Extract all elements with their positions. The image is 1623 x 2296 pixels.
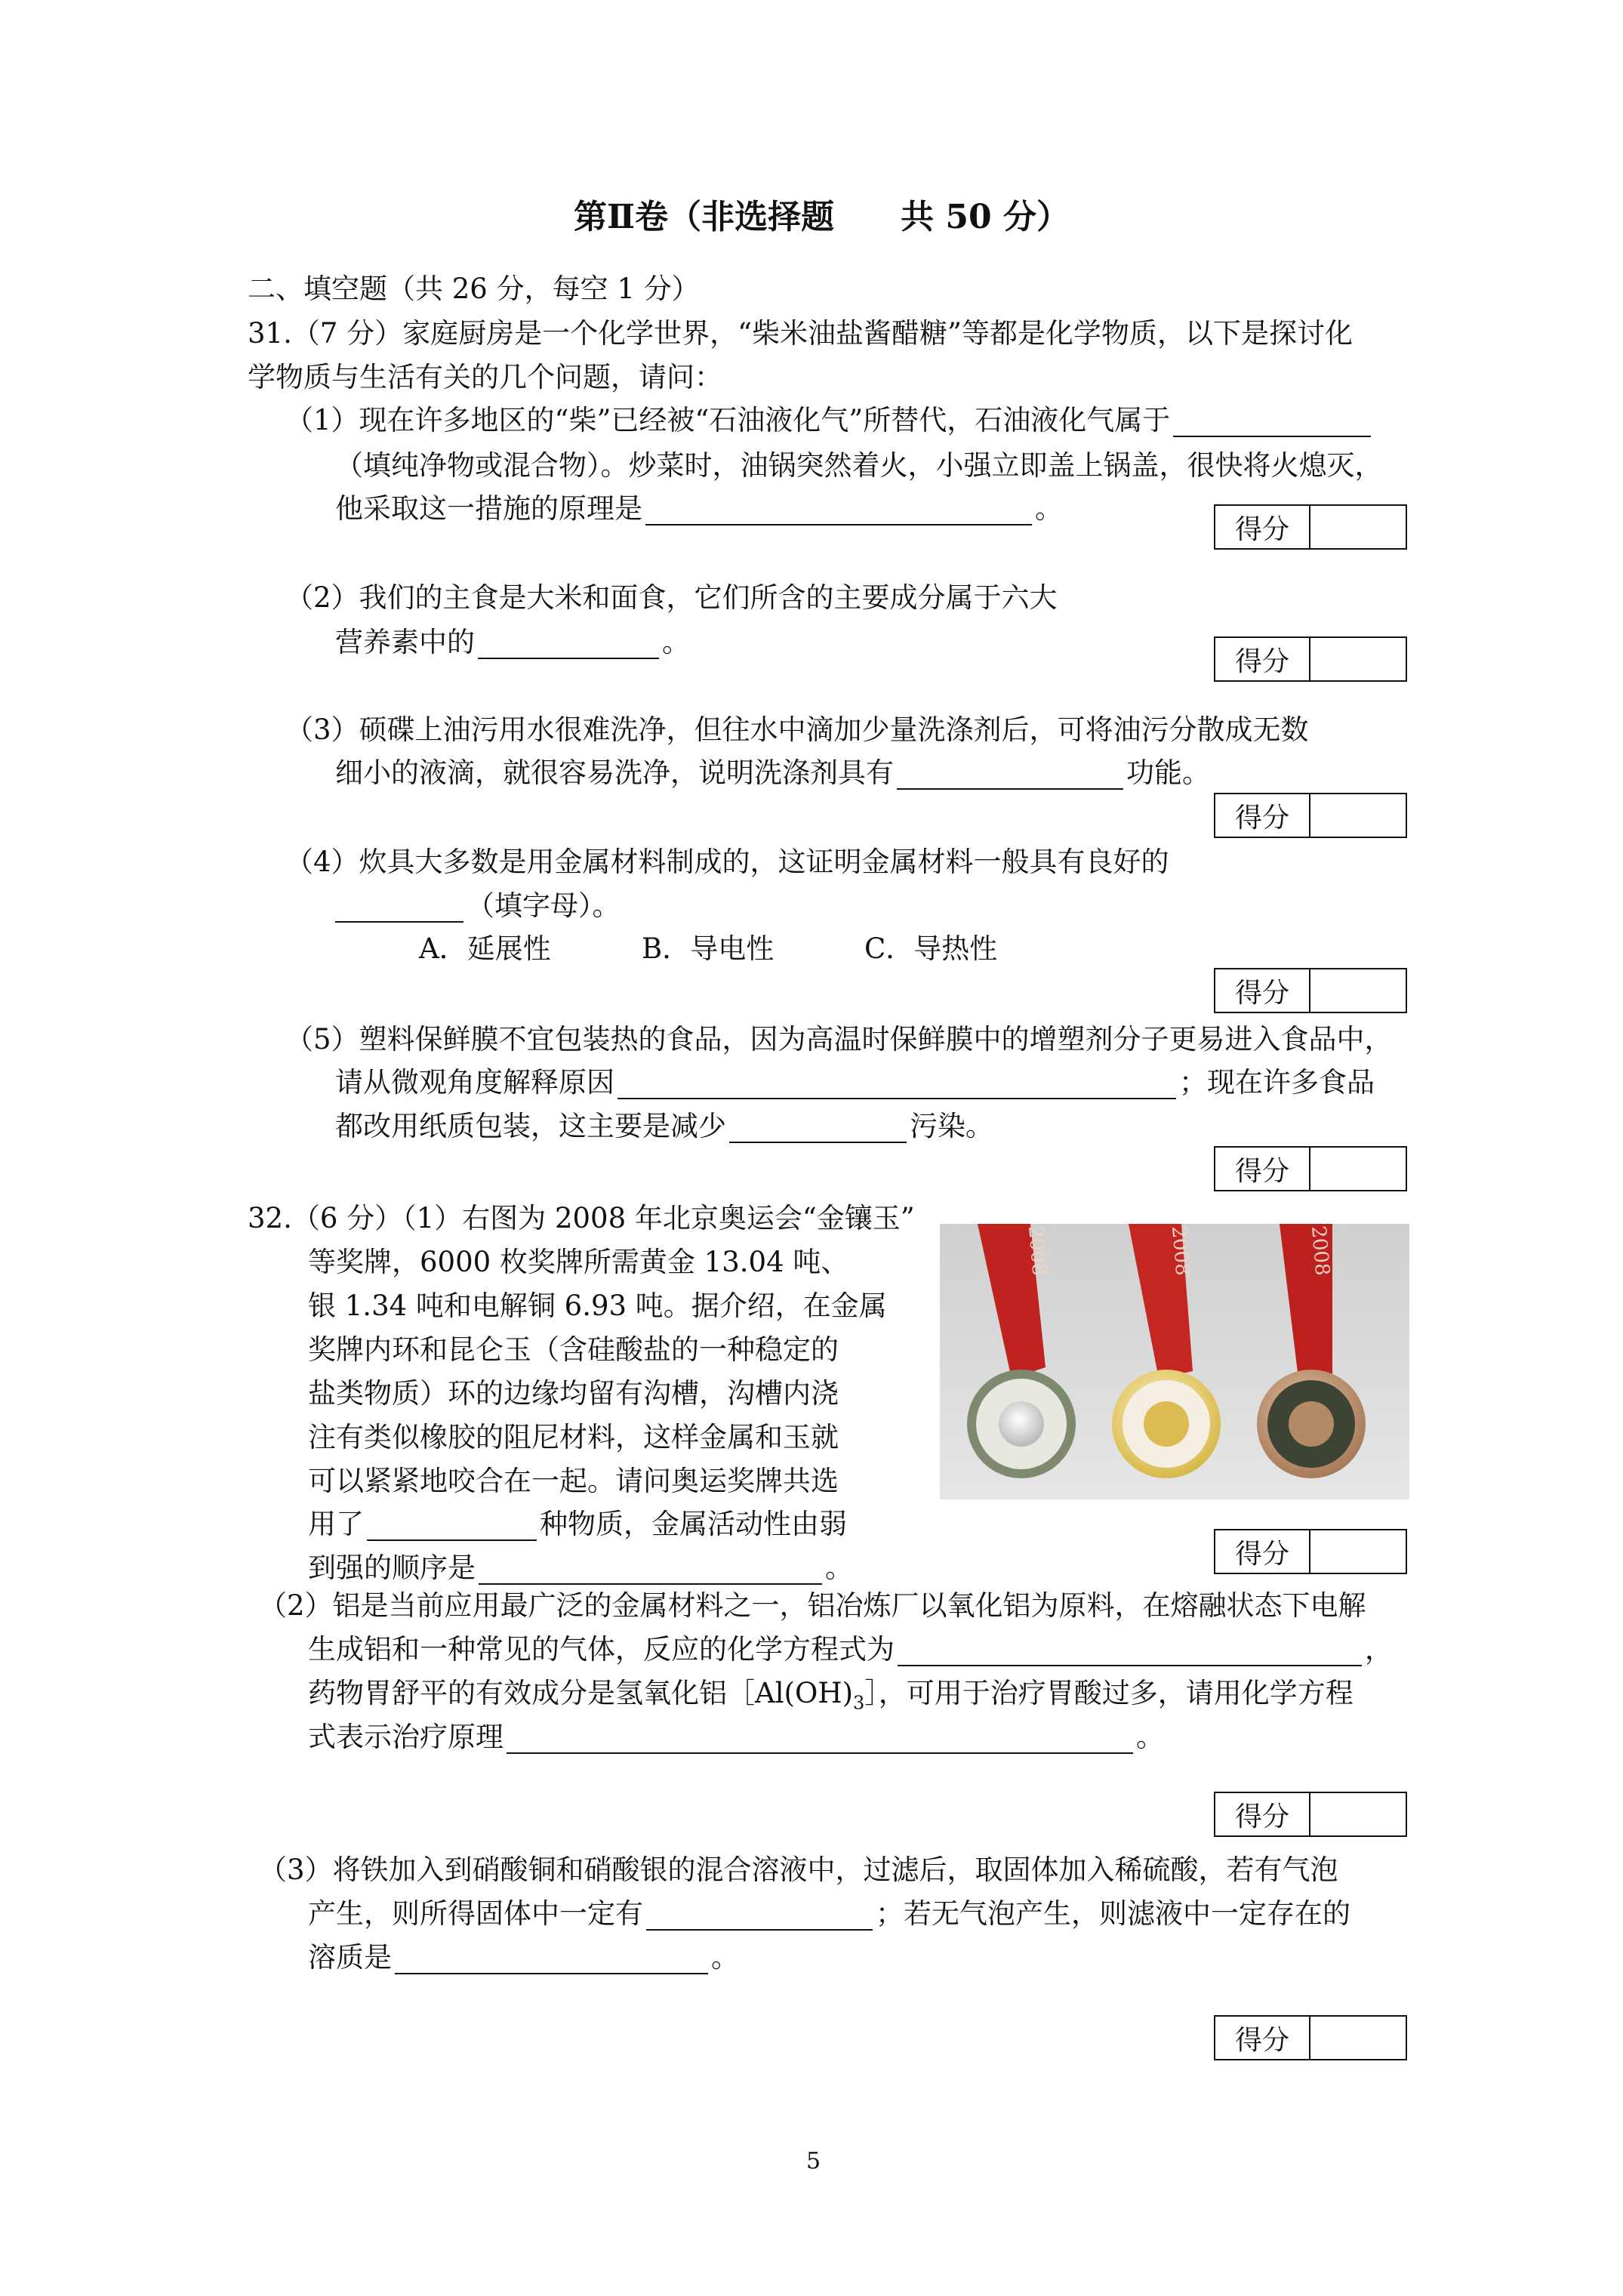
answer-blank[interactable] — [479, 1555, 822, 1585]
q31-part3-line2: 细小的液滴，就很容易洗净，说明洗涤剂具有 功能。 — [335, 757, 1210, 789]
score-field[interactable] — [1310, 794, 1406, 837]
ribbon-text-2: 2008 — [1166, 1225, 1194, 1277]
q31-option-c: C．导热性 — [864, 932, 998, 965]
section-heading: 二、填空题（共 26 分，每空 1 分） — [248, 273, 700, 305]
q31-part1-line1: （1）现在许多地区的“柴”已经被“石油液化气”所替代，石油液化气属于 — [285, 404, 1374, 437]
page-title: 第Ⅱ卷（非选择题 共 50 分） — [574, 198, 1070, 236]
answer-blank[interactable] — [478, 629, 659, 659]
q32-line6: 注有类似橡胶的阻尼材料，这样金属和玉就 — [308, 1421, 839, 1453]
q32-line1: 32.（6 分）（1）右图为 2008 年北京奥运会“金镶玉” — [248, 1202, 915, 1234]
score-field[interactable] — [1310, 1530, 1406, 1573]
score-box — [1214, 504, 1407, 550]
answer-blank[interactable] — [645, 495, 1032, 525]
score-field[interactable] — [1310, 2017, 1406, 2059]
q31-stem-line1: 31.（7 分）家庭厨房是一个化学世界，“柴米油盐酱醋糖”等都是化学物质，以下是探讨化 — [248, 317, 1353, 350]
q32-line3: 银 1.34 吨和电解铜 6.93 吨。据介绍，在金属 — [308, 1290, 887, 1322]
q32-part2-line3: 药物胃舒平的有效成分是氢氧化铝$[Al(OH)_3]$，可用于治疗胃酸过多，请用化学方程 — [308, 1677, 1354, 1714]
q32-line9: 到强的顺序是 。 — [308, 1552, 853, 1584]
q31-part5-line3: 都改用纸质包装，这主要是减少 污染。 — [335, 1110, 993, 1142]
q31-part4-line2: （填字母）。 — [335, 889, 621, 923]
score-label: 得分 — [1215, 2017, 1310, 2059]
q31-part5-line2: 请从微观角度解释原因 ；现在许多食品 — [335, 1066, 1375, 1099]
q31-part4-line1: （4）炊具大多数是用金属材料制成的，这证明金属材料一般具有良好的 — [285, 846, 1169, 878]
q31-part1-line2: （填纯净物或混合物）。炒菜时，油锅突然着火，小强立即盖上锅盖，很快将火熄灭， — [335, 449, 1383, 482]
score-box — [1214, 2015, 1407, 2060]
score-box — [1214, 1146, 1407, 1191]
answer-blank[interactable] — [646, 1900, 873, 1931]
q32-line8: 用了 种物质，金属活动性由弱 — [308, 1508, 847, 1540]
q31-part5-line1: （5）塑料保鲜膜不宜包装热的食品，因为高温时保鲜膜中的增塑剂分子更易进入食品中， — [285, 1023, 1393, 1056]
score-label: 得分 — [1215, 1530, 1310, 1573]
q32-part3-line1: （3）将铁加入到硝酸铜和硝酸银的混合溶液中，过滤后，取固体加入稀硫酸，若有气泡 — [259, 1854, 1338, 1886]
q31-option-a: A．延展性 — [419, 932, 551, 965]
q31-part3-line1: （3）硕碟上油污用水很难洗净，但往水中滴加少量洗涤剂后，可将油污分散成无数 — [285, 713, 1309, 746]
ribbon-text-3: 2008 — [1306, 1225, 1334, 1277]
q32-line2: 等奖牌，6000 枚奖牌所需黄金 13.04 吨、 — [308, 1246, 849, 1278]
score-label: 得分 — [1215, 969, 1310, 1012]
score-label: 得分 — [1215, 1148, 1310, 1190]
q32-line5: 盐类物质）环的边缘均留有沟槽，沟槽内浇 — [308, 1377, 839, 1410]
score-box — [1214, 1792, 1407, 1837]
answer-blank[interactable] — [617, 1069, 1176, 1099]
score-field[interactable] — [1310, 638, 1406, 680]
answer-blank[interactable] — [897, 760, 1123, 790]
score-label: 得分 — [1215, 638, 1310, 680]
answer-blank[interactable] — [335, 892, 463, 923]
score-label: 得分 — [1215, 1793, 1310, 1835]
score-field[interactable] — [1310, 1148, 1406, 1190]
score-label: 得分 — [1215, 506, 1310, 548]
q31-option-b: B．导电性 — [642, 932, 775, 965]
q32-line4: 奖牌内环和昆仑玉（含硅酸盐的一种稳定的 — [308, 1333, 839, 1366]
q31-part2-line1: （2）我们的主食是大米和面食，它们所含的主要成分属于六大 — [285, 581, 1058, 614]
q32-part3-line3: 溶质是 。 — [308, 1941, 739, 1974]
score-box — [1214, 968, 1407, 1013]
ribbon-text-1: 2008 — [1023, 1225, 1051, 1277]
q32-part3-line2: 产生，则所得固体中一定有 ；若无气泡产生，则滤液中一定存在的 — [308, 1897, 1350, 1930]
score-box — [1214, 793, 1407, 838]
page-number: 5 — [806, 2148, 821, 2174]
answer-blank[interactable] — [898, 1636, 1362, 1666]
answer-blank[interactable] — [1173, 407, 1371, 437]
answer-blank[interactable] — [729, 1113, 907, 1143]
score-box — [1214, 636, 1407, 682]
score-box — [1214, 1529, 1407, 1574]
q31-stem-line2: 学物质与生活有关的几个问题，请问： — [248, 361, 722, 393]
answer-blank[interactable] — [395, 1944, 708, 1974]
answer-blank[interactable] — [507, 1724, 1133, 1754]
answer-blank[interactable] — [367, 1511, 537, 1541]
score-field[interactable] — [1310, 506, 1406, 548]
q32-part2-line1: （2）铝是当前应用最广泛的金属材料之一，铝冶炼厂以氧化铝为原料，在熔融状态下电解 — [259, 1589, 1366, 1622]
q32-part2-line2: 生成铝和一种常见的气体，反应的化学方程式为 ， — [308, 1633, 1393, 1666]
olympic-medals-photo — [940, 1224, 1409, 1499]
score-field[interactable] — [1310, 1793, 1406, 1835]
q31-part2-line2: 营养素中的 。 — [335, 626, 690, 658]
score-label: 得分 — [1215, 794, 1310, 837]
q32-part2-line4: 式表示治疗原理 。 — [308, 1721, 1164, 1753]
score-field[interactable] — [1310, 969, 1406, 1012]
q32-line7: 可以紧紧地咬合在一起。请问奥运奖牌共选 — [308, 1465, 839, 1497]
q31-part1-line3: 他采取这一措施的原理是 。 — [335, 492, 1063, 525]
